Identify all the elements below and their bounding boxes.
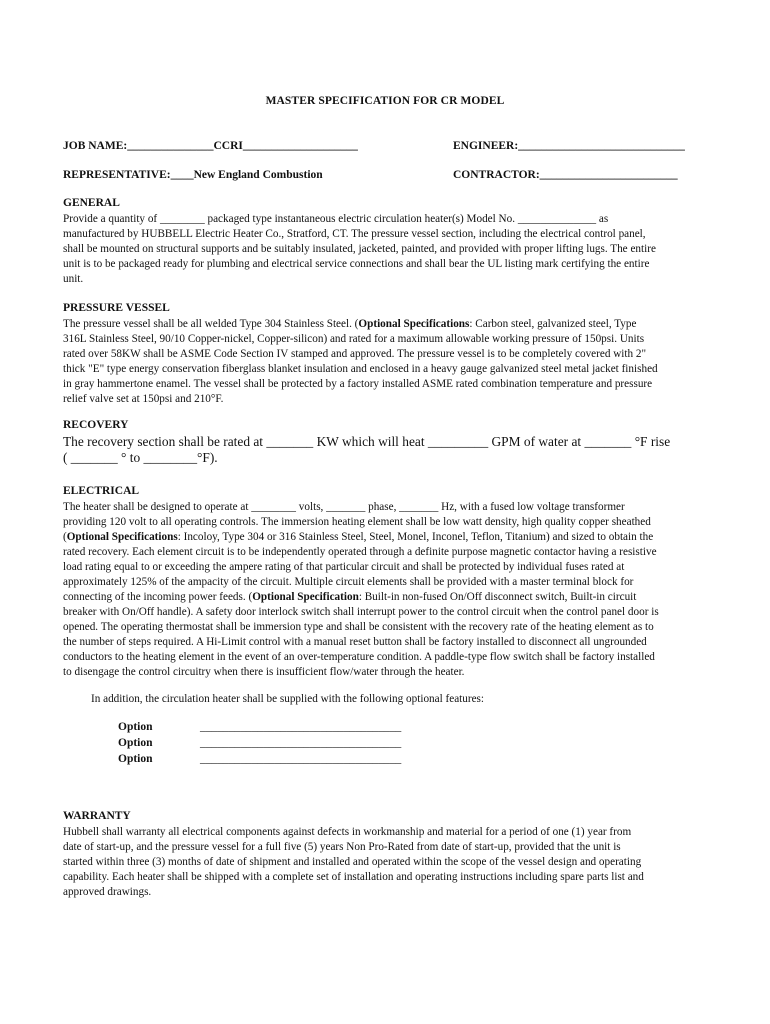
electrical-heading: ELECTRICAL — [63, 485, 140, 497]
warranty-line: started within three (3) months of date of shipment and installed and operated within the scope of the vessel design and operating — [63, 856, 642, 868]
pressure-vessel-line: relief valve set at 150psi and 210°F. — [63, 393, 224, 405]
option-row — [118, 737, 401, 753]
recovery-heading: RECOVERY — [63, 419, 129, 431]
option-row — [118, 753, 401, 769]
option-row — [118, 721, 401, 737]
option-blank: ___________________________________ — [200, 721, 402, 733]
pressure-vessel-line: thick "E" type energy conservation fiberglass blanket insulation and enclosed in a heavy gauge galvanized steel metal jacket finished — [63, 363, 658, 375]
warranty-paragraph — [63, 825, 718, 900]
optional-specification-label: Optional Specification — [252, 591, 359, 603]
general-line: unit. — [63, 273, 84, 285]
recovery-line: The recovery section shall be rated at _______ KW which will heat _________ GPM of water at _______ °F rise — [63, 434, 671, 449]
option-label: Option — [118, 753, 153, 765]
option-blank: ___________________________________ — [200, 737, 402, 749]
electrical-line: providing 120 volt to all operating controls. The immersion heating element shall be low watt density, high quality copper sheathed — [63, 516, 651, 528]
electrical-line: The heater shall be designed to operate at ________ volts, _______ phase, _______ Hz, with a fused low voltage transformer — [63, 501, 625, 513]
option-label: Option — [118, 737, 153, 749]
warranty-line: capability. Each heater shall be shipped with a complete set of installation and operating instructions including spare parts list and — [63, 871, 644, 883]
pressure-vessel-line: The pressure vessel shall be all welded Type 304 Stainless Steel. (Optional Specifications: Carbon steel, galvanized steel, Type — [63, 318, 637, 330]
optional-specifications-label: Optional Specifications — [66, 531, 178, 543]
warranty-heading: WARRANTY — [63, 810, 131, 822]
electrical-line: load rating equal to or exceeding the ampere rating of that particular circuit and shall be protected by individual fuses rated at — [63, 561, 625, 573]
general-line: shall be mounted on structural supports and be suitably insulated, jacketed, painted, and provided with proper lifting lugs. The entire — [63, 243, 656, 255]
option-label: Option — [118, 721, 153, 733]
recovery-paragraph — [63, 434, 718, 465]
representative-field: REPRESENTATIVE:____New England Combustion — [63, 169, 323, 181]
electrical-paragraph — [63, 500, 718, 680]
electrical-line: the number of steps required. A Hi-Limit control with a manual reset button shall be factory installed to disconnect all ungrounded — [63, 636, 647, 648]
general-line: unit is to be packaged ready for plumbing and electrical service connections and shall bear the UL listing mark certifying the entire — [63, 258, 650, 270]
general-line: manufactured by HUBBELL Electric Heater Co., Stratford, CT. The pressure vessel section, including the electrical control panel, — [63, 228, 646, 240]
pressure-vessel-heading: PRESSURE VESSEL — [63, 302, 170, 314]
pressure-vessel-line: rated over 58KW shall be ASME Code Section IV stamped and approved. The pressure vessel is to be completely covered with 2" — [63, 348, 647, 360]
document-title: MASTER SPECIFICATION FOR CR MODEL — [265, 95, 505, 107]
recovery-line: ( _______ ° to ________°F). — [63, 449, 218, 465]
electrical-line: to disengage the control circuitry when there is insufficient flow/water through the heater. — [63, 666, 465, 678]
electrical-line: approximately 125% of the ampacity of the circuit. Multiple circuit elements shall be provided with a master terminal block for — [63, 576, 634, 588]
engineer-field: ENGINEER:_____________________________ — [453, 140, 685, 152]
general-paragraph — [63, 212, 718, 287]
electrical-line: connecting of the incoming power feeds. (Optional Specification: Built-in non-fused On/Off disconnect switch, Built-in circuit — [63, 591, 637, 603]
options-list — [118, 721, 401, 769]
warranty-line: date of start-up, and the pressure vessel for a full five (5) years Non Pro-Rated from date of start-up, provided that the unit is — [63, 841, 621, 853]
warranty-line: Hubbell shall warranty all electrical components against defects in workmanship and material for a period of one (1) year from — [63, 826, 632, 838]
electrical-line: rated recovery. Each element circuit is to be independently operated through a definite purpose magnetic contactor having a resistive — [63, 546, 657, 558]
general-heading: GENERAL — [63, 197, 120, 209]
job-name-field: JOB NAME:_______________CCRI____________________ — [63, 140, 358, 152]
contractor-field: CONTRACTOR:________________________ — [453, 169, 678, 181]
pressure-vessel-paragraph — [63, 317, 718, 407]
electrical-line: breaker with On/Off handle). A safety door interlock switch shall interrupt power to the control circuit when the control panel door is — [63, 606, 659, 618]
pressure-vessel-line: in gray hammertone enamel. The vessel shall be protected by a factory installed ASME rated combination temperature and pressure — [63, 378, 653, 390]
option-blank: ___________________________________ — [200, 753, 402, 765]
general-line: Provide a quantity of ________ packaged type instantaneous electric circulation heater(s) Model No. ______________ as — [63, 213, 609, 225]
pressure-vessel-line: 316L Stainless Steel, 90/10 Copper-nickel, Copper-silicon) and rated for a maximum allowable working pressure of 150psi. Units — [63, 333, 645, 345]
electrical-line: opened. The operating thermostat shall be immersion type and shall be consistent with the recovery rate of the heating element as to — [63, 621, 654, 633]
electrical-line: conductors to the heating element in the event of an over-temperature condition. A paddle-type flow switch shall be factory installed — [63, 651, 655, 663]
optional-specifications-label: Optional Specifications — [358, 318, 470, 330]
electrical-line: (Optional Specifications: Incoloy, Type 304 or 316 Stainless Steel, Steel, Monel, Inconel, Teflon, Titanium) and sized to obtain the — [63, 531, 654, 543]
optional-features-intro: In addition, the circulation heater shall be supplied with the following optional features: — [91, 693, 485, 705]
warranty-line: approved drawings. — [63, 886, 152, 898]
